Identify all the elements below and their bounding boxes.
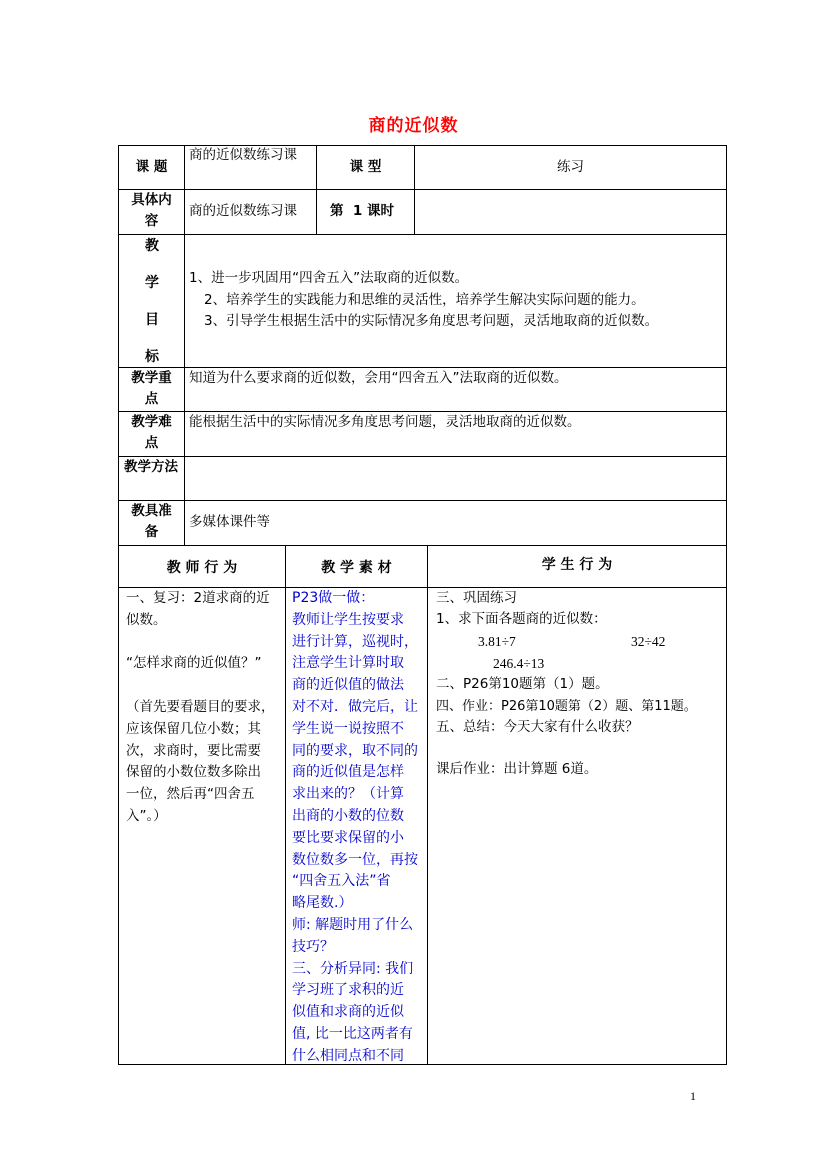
goals-label-char: 学 [145, 275, 159, 291]
material-line: 值, 比一比这两者有 [292, 1025, 413, 1042]
teacher-line [126, 675, 284, 697]
row-divider [118, 500, 727, 501]
material-line: 进行计算，巡视时， [292, 633, 418, 650]
col-divider [285, 545, 286, 1065]
material-line: 教师让学生按要求 [292, 611, 404, 628]
teacher-line: 似数。 [126, 611, 167, 628]
material-line: 商的近似值是怎样 [292, 764, 404, 781]
lesson-label: 课 题 [135, 159, 168, 175]
content-value: 商的近似数练习课 [189, 203, 297, 219]
material-line: 技巧？ [292, 938, 334, 955]
type-label: 课 型 [349, 159, 382, 175]
key-points-label: 教学重点 [131, 370, 172, 407]
goal-item: 3、引导学生根据生活中的实际情况多角度思考问题，灵活地取商的近似数。 [204, 313, 659, 329]
material-line: 学生说一说按照不 [292, 720, 404, 737]
row-divider [118, 545, 727, 546]
material-line: 似值和求商的近似 [292, 1004, 404, 1021]
methods-label: 教学方法 [124, 459, 178, 475]
material-activity [292, 588, 426, 1068]
material-line: 注意学生计算时取 [292, 655, 404, 672]
row-divider [118, 189, 727, 190]
student-column-header: 学 生 行 为 [541, 557, 613, 573]
goals-label-char: 教 [145, 238, 159, 254]
row-divider [118, 456, 727, 457]
teacher-line: （首先要看题目的要求， [126, 698, 275, 715]
difficulties-value: 能根据生活中的实际情况多角度思考问题，灵活地取商的近似数。 [189, 414, 581, 430]
tools-value: 多媒体课件等 [189, 514, 270, 530]
material-line: 什么相同点和不同 [292, 1047, 404, 1064]
material-line: “四舍五入法”省 [292, 873, 391, 890]
type-value: 练习 [557, 159, 584, 175]
goal-item: 1、进一步巩固用“四舍五入”法取商的近似数。 [189, 270, 469, 286]
student-heading: 三、巩固练习 [436, 590, 517, 606]
student-expression: 246.4÷13 [493, 656, 545, 671]
material-line: 略尾数.） [292, 895, 353, 912]
page-number: 1 [690, 1089, 696, 1103]
key-points-value: 知道为什么要求商的近似数，会用“四舍五入”法取商的近似数。 [189, 370, 568, 386]
tools-label: 教具准备 [131, 503, 172, 540]
material-line: 要比要求保留的小 [292, 829, 404, 846]
student-exercise-intro: 1、求下面各题商的近似数： [436, 611, 607, 627]
student-item: 四、作业：P26第10题第（2）题、第11题。 [436, 699, 697, 714]
student-item: 五、总结：今天大家有什么收获？ [436, 719, 639, 735]
col-divider [427, 545, 428, 1065]
goals-label-char: 标 [145, 349, 159, 365]
material-line: 商的近似值的做法 [292, 677, 404, 694]
material-line: 出商的小数的位数 [292, 807, 404, 824]
material-line: 同的要求，取不同的 [292, 742, 418, 759]
student-expression: 3.81÷7 [478, 634, 516, 649]
difficulties-label: 教学难点 [131, 414, 172, 451]
material-line: 数位数多一位，再按 [292, 851, 418, 868]
teacher-line: 应该保留几位小数；其 [126, 720, 261, 737]
table-border-left [118, 145, 119, 1065]
student-homework: 课后作业：出计算题 6道。 [436, 761, 598, 777]
material-column-header: 教 学 素 材 [321, 560, 392, 576]
teacher-column-header: 教 师 行 为 [166, 560, 238, 576]
goal-item: 2、培养学生的实践能力和思维的灵活性，培养学生解决实际问题的能力。 [204, 292, 645, 308]
col-divider [184, 145, 185, 545]
teacher-line: 一位，然后再“四舍五 [126, 786, 255, 803]
teacher-line [126, 632, 284, 654]
material-line: 对不对．做完后，让 [292, 698, 418, 715]
period-label: 第 1 课时 [330, 203, 394, 219]
table-border-right [726, 145, 727, 1065]
student-expression: 32÷42 [631, 634, 666, 649]
material-line: 学习班了求积的近 [292, 982, 404, 999]
teacher-line: “怎样求商的近似值？” [126, 655, 262, 672]
row-divider [118, 234, 727, 235]
material-line: 师: 解题时用了什么 [292, 916, 414, 933]
teacher-line: 入”。） [126, 807, 167, 824]
material-line: 求出来的？（计算 [292, 786, 404, 803]
teacher-activity [126, 588, 284, 828]
material-line: P23做一做： [292, 590, 375, 606]
goals-label-char: 目 [145, 312, 159, 328]
teacher-line: 次，求商时，要比需要 [126, 742, 261, 759]
student-item: 二、P26第10题第（1）题。 [436, 676, 609, 692]
material-line: 三、分析异同: 我们 [292, 960, 414, 977]
lesson-value: 商的近似数练习课 [189, 147, 297, 163]
teacher-line: 保留的小数位数多除出 [126, 764, 261, 781]
page-title: 商的近似数 [368, 116, 459, 136]
teacher-line: 一、复习：2道求商的近 [126, 590, 270, 606]
content-label: 具体内容 [131, 192, 172, 229]
